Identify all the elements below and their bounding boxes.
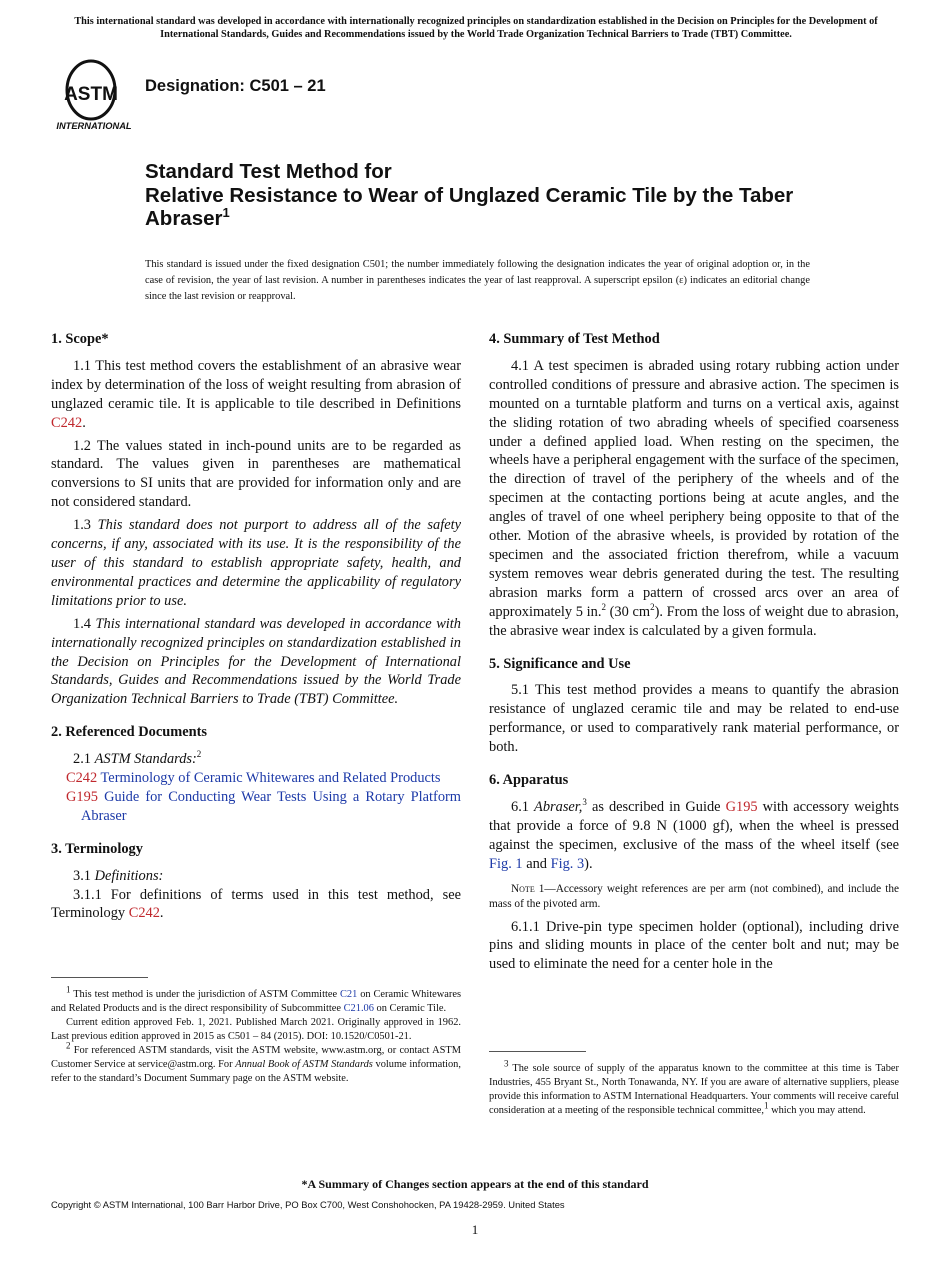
page-number: 1 (471, 1222, 479, 1237)
para-1-1: 1.1 This test method covers the establishment of an abrasive wear index by determination of the loss of weight resulting from abrasion of unglazed ceramic tile. It is applicable to tile described in Definitions C242. (51, 357, 461, 431)
para-1-3: 1.3 This standard does not purport to address all of the safety concerns, if any, associated with its use. It is the responsibility of the user of this standard to establish appropriate safety, health, and environmental practices and determine the applicability of regulatory limitations prior to use. (51, 517, 461, 609)
left-column (51, 330, 461, 923)
intro-paragraph: This standard is issued under the fixed designation C501; the number immediately following the designation indicates the year of original adoption or, in the case of revision, the year of last revision. A number in parentheses indicates the year of last reapproval. A superscript epsilon (ε) indicates an editorial change since the last revision or reapproval. (145, 259, 810, 302)
designation (145, 77, 326, 96)
footnote-1: $^1$ This test method is under the jurisdiction of ASTM Committee C21 on Ceramic Whitewares and Related Products and is the direct responsibility of Subcommittee C21.06 on Ceramic Tile. (51, 984, 461, 1014)
header-notice: This international standard was developed in accordance with internationally recognized principles on standardization established in the Decision on Principles for the Development of International Standards, Guides and Recommendations issued by the World Trade Organization Technical Barriers to Trade (TBT) Committee. (74, 16, 878, 40)
link-ref-c242[interactable]: C242 (66, 770, 98, 787)
footnote-rule-left (51, 977, 148, 978)
copyright: Copyright © ASTM International, 100 Barr Harbor Drive, PO Box C700, West Conshohocken, PA 19428-2959. United States (51, 1199, 565, 1210)
para-6-1: 6.1 Abraser,$^3$ as described in Guide G195 with accessory weights that provide a force of 9.8 N (1000 gf), when the wheel is pressed against the specimen, exclusive of the mass of the wheel itself (see Fig. 1 and Fig. 3). (489, 797, 899, 872)
link-ref-g195[interactable]: G195 (66, 788, 98, 805)
para-3-1-1: 3.1.1 For definitions of terms used in this test method, see Terminology C242. (51, 886, 461, 922)
designation-label: Designation: (145, 77, 245, 95)
footnote-rule-right (489, 1051, 586, 1052)
section-3-heading: 3. Terminology (51, 840, 143, 857)
section-2-heading: 2. Referenced Documents (51, 724, 207, 741)
link-g195[interactable]: G195 (725, 798, 758, 815)
ref-g195 (51, 788, 461, 826)
title-line-2: Relative Resistance to Wear of Unglazed Ceramic Tile by the Taber Abraser$^1$ (145, 183, 794, 230)
para-6-1-1: 6.1.1 Drive-pin type specimen holder (optional), including drive pins and sliding mounts in place of the center bolt and nut; may be used to eliminate the need for a center hole in the (489, 918, 899, 973)
section-4-heading: 4. Summary of Test Method (489, 331, 660, 347)
link-c21[interactable]: C21 (339, 989, 358, 1000)
right-column (489, 330, 899, 974)
ref-c242 (51, 769, 461, 788)
para-5-1: 5.1 This test method provides a means to quantify the abrasion resistance of unglazed ceramic tile and may be related to end-use performance, or used to comparatively rank material performance, or both. (489, 682, 899, 756)
para-2-1: 2.1 ASTM Standards:$^2$ (73, 749, 202, 768)
footnote-3: $^3$ The sole source of supply of the apparatus known to the committee at this time is Taber Industries, 455 Bryant St., North Tonawanda, NY. If you are aware of alternative suppliers, please provide this information to ASTM International Headquarters. Your comments will receive careful consideration at a meeting of the responsible technical committee,$^1$ which you may attend. (489, 1058, 899, 1116)
para-4-1: 4.1 A test specimen is abraded using rotary rubbing action under controlled conditions of pressure and abrasive action. The specimen is mounted on a turntable platform and turns on a vertical axis, against the sliding rotation of two abrading wheels of specified coarseness under a defined applied load. When resting on the specimen, the wheels have a peripheral engagement with the surface of the specimen, the direction of travel of the periphery of the wheels and of the specimen at the contacting portions being at acute angles, and the angles of travel of one wheel periphery being opposite to that of the other. Motion of the abrasive wheels, is provided by rotation of the specimen and the associated friction therefrom, while a vacuum system removes wear debris generated during the test. The resulting abrasion marks form a pattern of crossed arcs over an area of approximately 5 in.$^2$ (30 $cm^2$). From the loss of weight due to abrasion, the abrasive wear index is calculated by a given formula. (489, 357, 899, 639)
footnotes-left (51, 984, 461, 1086)
logo-letters: ASTM (64, 84, 118, 105)
link-fig-3[interactable]: Fig. 3 (550, 855, 585, 872)
section-6-heading: 6. Apparatus (489, 772, 569, 789)
note-1: Note 1—Accessory weight references are per arm (not combined), and include the mass of the pivoted arm. (489, 882, 899, 910)
title-line-1: Standard Test Method for (145, 160, 392, 183)
document-title (145, 160, 825, 231)
section-5-heading: 5. Significance and Use (489, 655, 631, 672)
link-c242-terminology[interactable]: C242 (128, 905, 160, 922)
para-1-4: 1.4 This international standard was developed in accordance with internationally recognized principles on standardization established in the Decision on Principles for the Development of International Standards, Guides and Recommendations issued by the World Trade Organization Technical Barriers to Trade (TBT) Committee. (51, 615, 461, 708)
footnotes-right (489, 1058, 899, 1118)
logo-text: INTERNATIONAL (56, 121, 132, 131)
para-1-2: 1.2 The values stated in inch-pound units are to be regarded as standard. The values given in parentheses are mathematical conversions to SI units that are provided for information only and are not considered standard. (51, 437, 461, 511)
link-c242[interactable]: C242 (51, 414, 83, 431)
section-1-heading: 1. Scope* (51, 331, 109, 347)
astm-logo (55, 58, 135, 134)
footnote-2: $^2$ For referenced ASTM standards, visit the ASTM website, www.astm.org, or contact ASTM Customer Service at service@astm.org. For Annual Book of ASTM Standards volume information, refer to the standard’s Document Summary page on the ASTM website. (51, 1040, 461, 1084)
link-c21-06[interactable]: C21.06 (343, 1003, 374, 1014)
link-fig-1[interactable]: Fig. 1 (489, 855, 523, 872)
para-3-1: 3.1 Definitions: (73, 867, 164, 884)
designation-value: C501 – 21 (249, 77, 326, 95)
link-ref-g195-title[interactable]: Guide for Conducting Wear Tests Using a Rotary Platform Abraser (81, 788, 461, 824)
footnote-1-approval: Current edition approved Feb. 1, 2021. Published March 2021. Originally approved in 1962. Last previous edition approved in 2015 as C501 – 84 (2015). DOI: 10.1520/C0501-21. (51, 1017, 461, 1042)
link-ref-c242-title[interactable]: Terminology of Ceramic Whitewares and Related Products (97, 770, 441, 787)
summary-of-changes-note: *A Summary of Changes section appears at the end of this standard (301, 1177, 649, 1191)
